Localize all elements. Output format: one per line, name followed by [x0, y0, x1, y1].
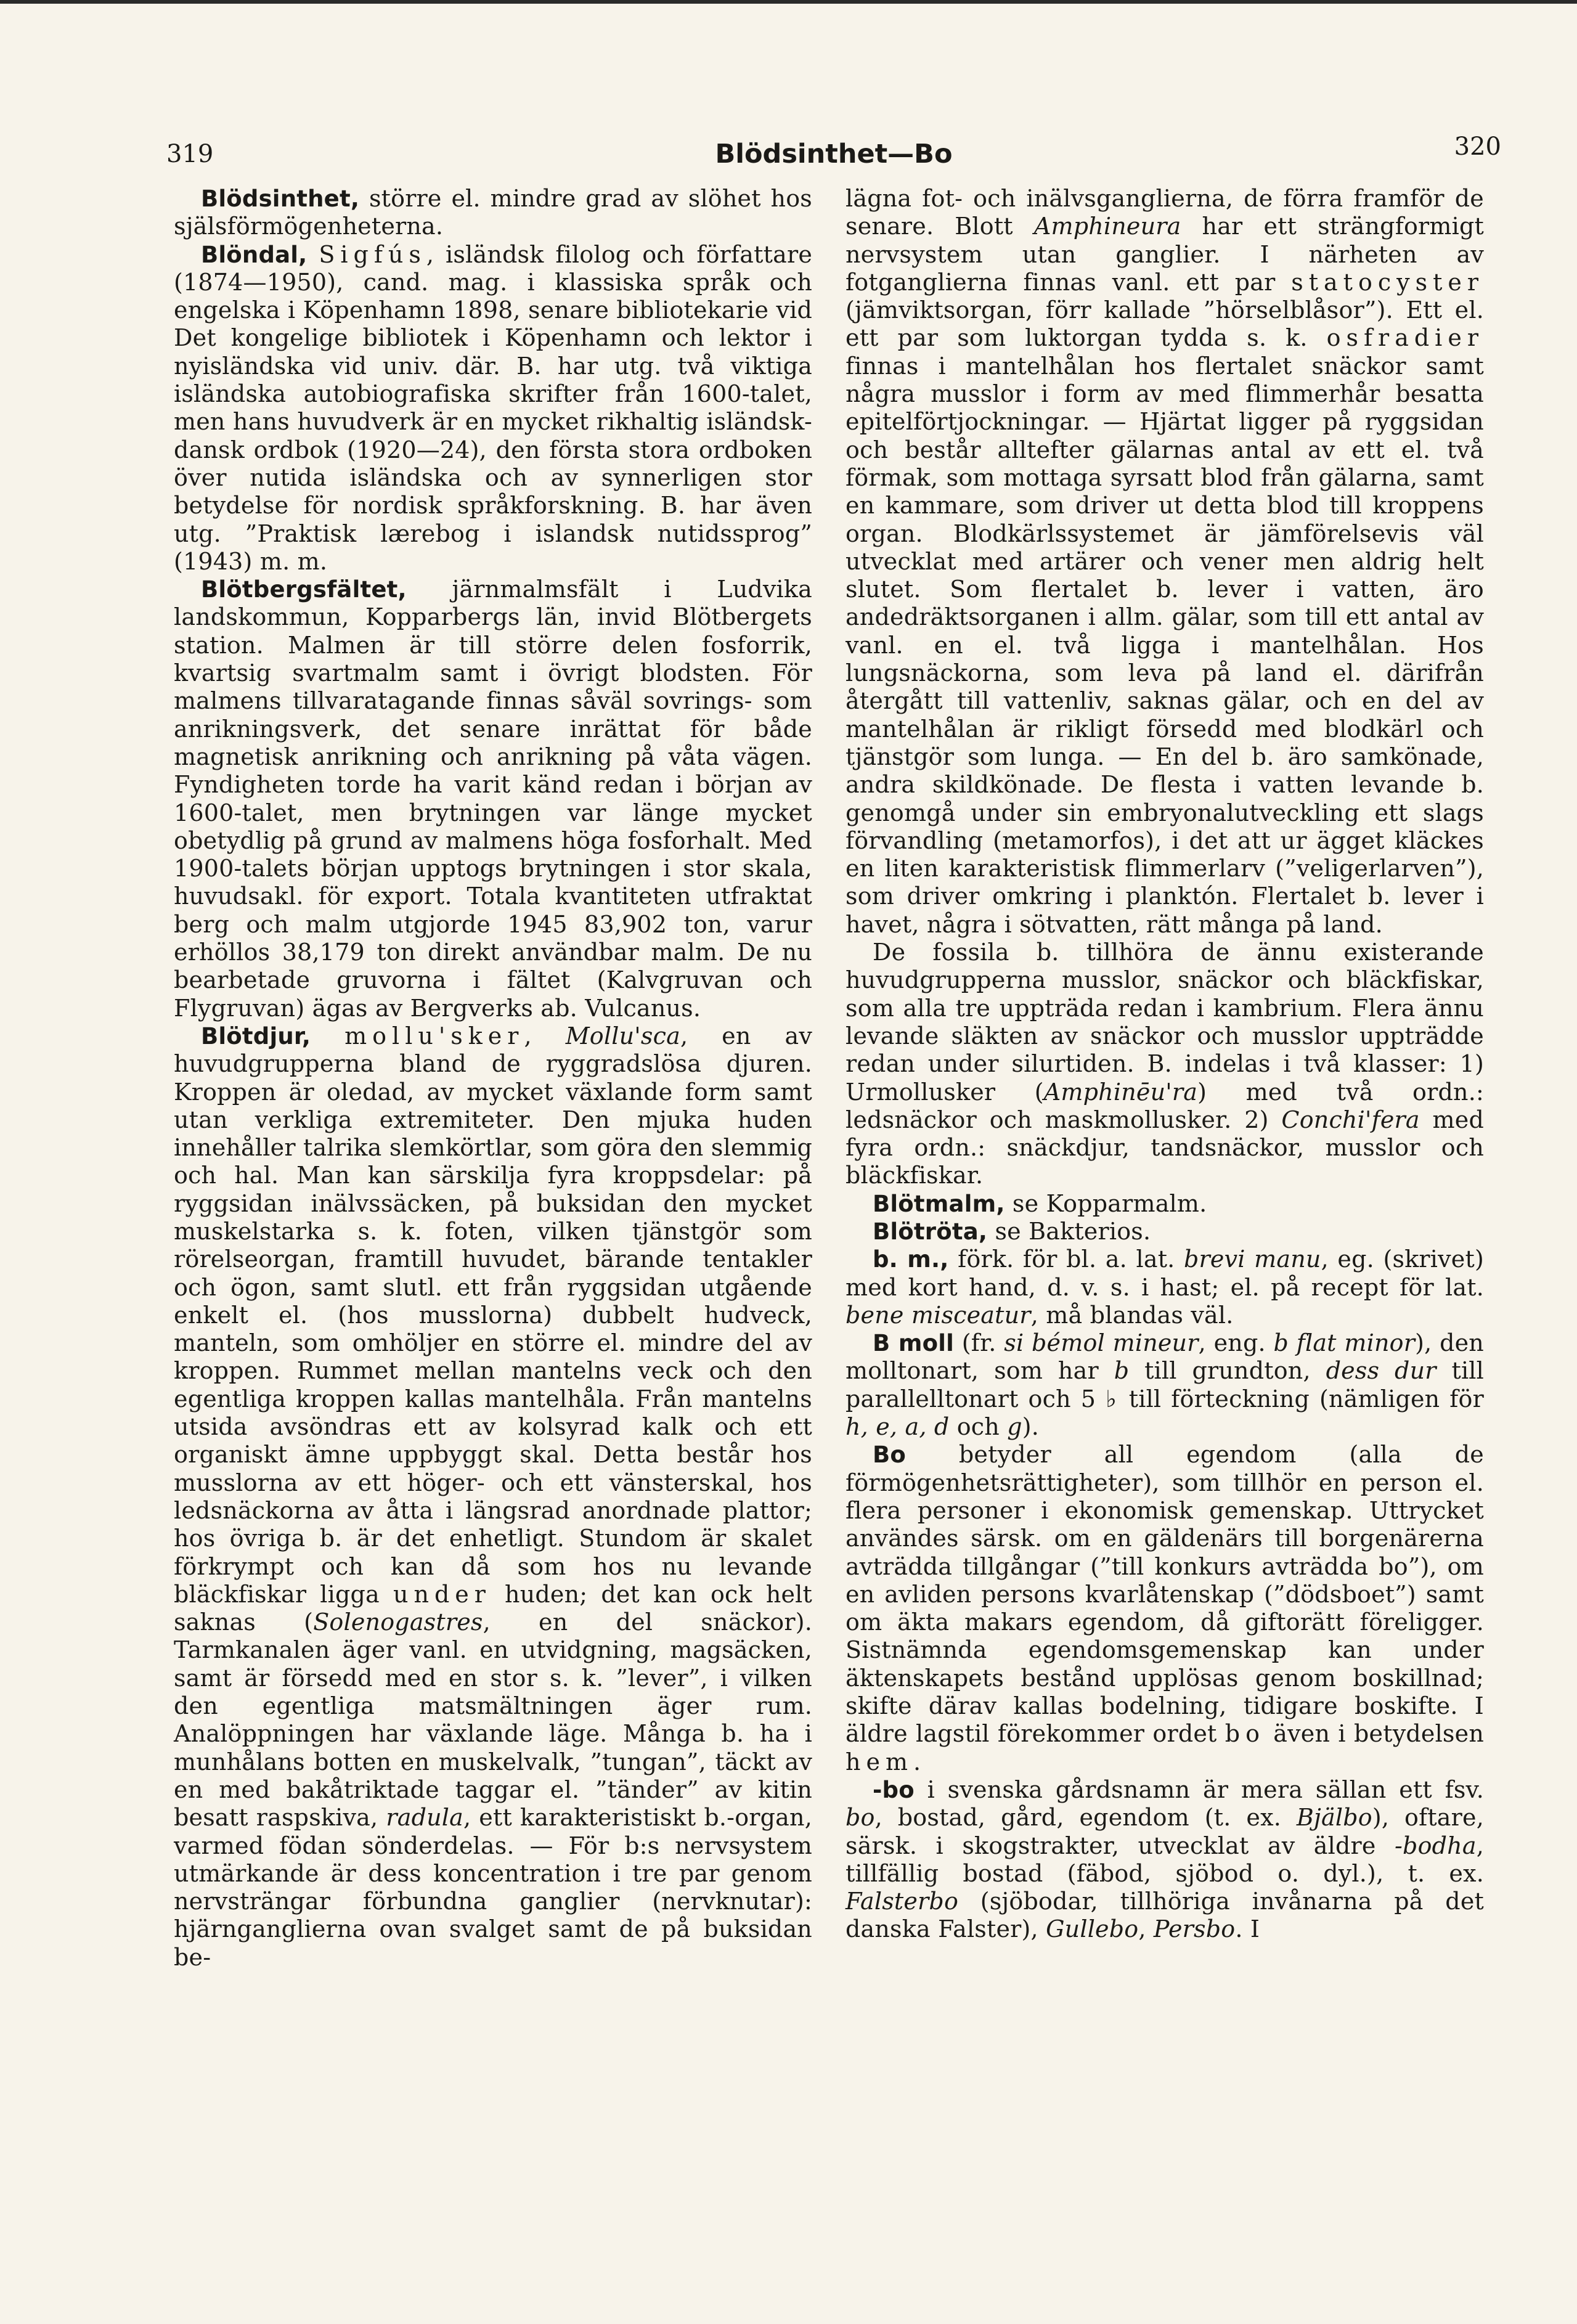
italic-term: b [1114, 1357, 1130, 1385]
body-text: förk. för bl. a. lat. [948, 1246, 1184, 1273]
body-text: , ett karakteristiskt b.-organ, varmed födan sönderdelas. — För b:s nervsystem utmärkande är dess koncentration i tre par genom nervsträngar förbundna ganglier (nervknutar): hjärnganglierna ovan svalget samt de på buksidan be- [174, 1804, 812, 1971]
page-number-right: 320 [1454, 133, 1501, 161]
body-text: till grundton, [1129, 1357, 1326, 1385]
body-text: i svenska gårdsnamn är mera sällan ett fsv. [914, 1776, 1484, 1803]
italic-term: -bodha [1395, 1832, 1477, 1859]
italic-term: Mollu'sca [565, 1022, 680, 1050]
body-text [311, 1022, 344, 1050]
body-text: betyder all egendom (alla de förmögenhetsrättigheter), som tillhör en person el. flera personer i ekonomisk gemenskap. Uttrycket användes särsk. om en gäldenärs till borgenärerna avträdda tillgångar (”till konkurs avträdda bo”), om en avliden persons kvarlåtenskap (”dödsboet”) samt om äkta makars egendom, då giftorätt föreligger. Sistnämnda egendomsgemenskap kan under äktenskapets bestånd upplösas genom boskillnad; skifte därav kallas bodelning, tidigare boskifte. I äldre lagstil förekommer ordet [846, 1441, 1484, 1748]
italic-term: h, e, a, d [846, 1413, 950, 1441]
body-text: . [913, 1748, 921, 1776]
body-text: huden; det kan ock helt saknas ( [174, 1580, 812, 1636]
headword: Blödsinthet, [201, 186, 360, 212]
italic-term: Falsterbo [846, 1888, 959, 1915]
body-text: och [949, 1413, 1008, 1441]
spaced-term: statocyster [1291, 268, 1484, 296]
body-text: , [524, 1022, 566, 1050]
dictionary-entry [846, 1218, 1484, 1246]
dictionary-entry [174, 1022, 812, 1971]
body-text: (jämviktsorgan, förr kallade ”hörselblåsor”). Ett el. ett par som luktorgan tydda s. k. [846, 296, 1484, 352]
spaced-term: osfradier [1326, 324, 1484, 352]
page-top-edge [0, 0, 1577, 4]
italic-term: Persbo [1153, 1915, 1236, 1943]
headword: Blötröta, [873, 1218, 988, 1245]
headword: Bo [873, 1441, 907, 1469]
body-text: finnas i mantelhålan hos flertalet snäckor samt några musslor i form av med flimmerhår besatta epitelförtjockningar. — Hjärtat ligger på ryggsidan och består alltefter gälarnas antal av ett el. två förmak, som mottaga syrsatt blod från gälarna, samt en kammare, som driver ut detta blod till kroppens organ. Blodkärlssystemet är jämförelsevis väl utvecklat med artärer och vener men aldrig helt slutet. Som flertalet b. lever i vatten, äro andedräktsorganen i allm. gälar, som till ett antal av vanl. en el. två ligga i mantelhålan. Hos lungsnäckorna, som leva på land el. därifrån återgått till vattenliv, saknas gälar, och en del av mantelhålan är rikligt försedd med blodkärl och tjänstgör som lunga. — En del b. äro samkönade, andra skildkönade. De flesta i vatten levande b. genomgå under sin embryonalutveckling ett slags förvandling (metamorfos), i det att ur ägget kläckes en liten karakteristisk flimmerlarv (”veligerlarven”), som driver omkring i planktón. Flertalet b. lever i havet, några i sötvatten, rätt många på land. [846, 352, 1484, 938]
italic-term: b flat minor [1273, 1329, 1416, 1357]
body-text: , tillfällig bostad (fäbod, sjöbod o. dyl.), t. ex. [846, 1832, 1484, 1887]
body-text: , eg. (skrivet) med kort hand, d. v. s. i hast; el. på recept för lat. [846, 1246, 1484, 1301]
left-column [174, 185, 812, 1971]
headword: B moll [873, 1330, 955, 1357]
body-text: med fyra ordn.: snäckdjur, tandsnäckor, musslor och bläckfiskar. [846, 1106, 1484, 1189]
dictionary-entry [846, 1441, 1484, 1776]
headword: Blötmalm, [873, 1190, 1005, 1217]
body-text: De fossila b. tillhöra de ännu existerande huvudgrupperna musslor, snäckor och bläckfiskar, som alla tre uppträda redan i kambrium. Flera ännu levande släkten av snäckor och musslor uppträdde redan under silurtiden. B. indelas i två klasser: 1) Urmollusker ( [846, 939, 1484, 1106]
italic-term: Gullebo [1046, 1915, 1139, 1943]
body-text: har ett strängformigt nervsystem utan ganglier. I närheten av fotganglierna finnas vanl. ett par [846, 213, 1484, 296]
italic-term: Bjälbo [1296, 1804, 1372, 1832]
body-text: , en del snäckor). Tarmkanalen äger vanl. en utvidgning, magsäcken, samt är försedd med en stor s. k. ”lever”, i vilken den egentliga matsmältningen äger rum. Analöppningen har växlande läge. Många b. ha i munhålans botten en muskelvalk, ”tungan”, täckt av en med bakåtriktade taggar el. ”tänder” av kitin besatt raspskiva, [174, 1608, 812, 1832]
headword: Blöndal, [201, 241, 308, 268]
italic-term: bo [846, 1804, 875, 1832]
body-text: ), den molltonart, som har [846, 1329, 1484, 1385]
dictionary-entry [174, 185, 812, 241]
body-text: . I [1235, 1915, 1260, 1943]
italic-term: brevi manu [1184, 1246, 1321, 1273]
headword: -bo [873, 1776, 915, 1803]
body-text: , [1138, 1915, 1154, 1943]
body-text: järnmalmsfält i Ludvika landskommun, Kopparbergs län, invid Blötbergets station. Malmen är till större delen fosforrik, kvartsig svartmalm samt i övrigt blodsten. För malmens tillvaratagande finnas såväl sovrings- som anrikningsverk, det senare inrättat för både magnetisk anrikning och anrikning på våta vägen. Fyndigheten torde ha varit känd redan i början av 1600-talet, men brytningen var länge mycket obetydlig på grund av malmens höga fosforhalt. Med 1900-talets början upptogs brytningen i stor skala, huvudsakl. för export. Totala kvantiteten utfraktat berg och malm utgjorde 1945 83,902 ton, varur erhöllos 38,179 ton direkt användbar malm. De nu bearbetade gruvorna i fältet (Kalvgruvan och Flygruvan) ägas av Bergverks ab. Vulcanus. [174, 576, 812, 1022]
spaced-term: under [393, 1580, 491, 1608]
italic-term: si bémol mineur [1004, 1329, 1199, 1357]
headword: Blötbergsfältet, [201, 576, 407, 603]
page-number-left: 319 [166, 140, 214, 168]
body-text: till parallelltonart och 5 ♭ till förteckning (nämligen för [846, 1357, 1485, 1413]
spaced-term: hem [846, 1748, 913, 1776]
body-text: även i betydelsen [1265, 1720, 1484, 1748]
body-text: (fr. [954, 1329, 1004, 1357]
body-text: lägna fot- och inälvsganglierna, de förra framför de senare. Blott [846, 185, 1484, 240]
body-text: ). [1022, 1413, 1040, 1441]
italic-term: Solenogastres [313, 1608, 483, 1636]
body-text: se Kopparmalm. [1004, 1189, 1207, 1217]
headword: b. m., [873, 1246, 949, 1273]
italic-term: Amphinēu'ra [1043, 1078, 1198, 1106]
dictionary-entry [174, 576, 812, 1022]
entry-paragraph [846, 185, 1484, 939]
body-text: ) med två ordn.: ledsnäckor och maskmollusker. 2) [846, 1078, 1484, 1133]
body-text: ), oftare, särsk. i skogstrakter, utvecklat av äldre [846, 1804, 1484, 1859]
body-text: , bostad, gård, egendom (t. ex. [874, 1804, 1297, 1832]
dictionary-entry [846, 1329, 1484, 1441]
italic-term: dess dur [1326, 1357, 1436, 1385]
right-column [846, 185, 1484, 1944]
body-text: större el. mindre grad av slöhet hos själsförmögenheterna. [174, 185, 812, 240]
spaced-term: mollu'sker [344, 1022, 524, 1050]
italic-term: g [1007, 1413, 1022, 1441]
spaced-term: bo [1225, 1720, 1265, 1748]
dictionary-entry [174, 241, 812, 576]
italic-term: Amphineura [1033, 213, 1181, 240]
italic-term: radula [386, 1804, 463, 1832]
dictionary-entry [846, 1190, 1484, 1218]
body-text: (sjöbodar, tillhöriga invånarna på det danska Falster), [846, 1888, 1484, 1943]
body-text: se Bakterios. [987, 1217, 1151, 1245]
body-text: , eng. [1198, 1329, 1274, 1357]
body-text [307, 241, 319, 268]
running-title: Blödsinthet—Bo [715, 139, 953, 169]
dictionary-entry [846, 1776, 1484, 1944]
body-text: , en av huvudgrupperna bland de ryggradslösa djuren. Kroppen är oledad, av mycket växlande form samt utan verkliga extremiteter. Den mjuka huden innehåller talrika slemkörtlar, som göra den slemmig och hal. Man kan särskilja fyra kroppsdelar: på ryggsidan inälvssäcken, på buksidan den mycket muskelstarka s. k. foten, vilken tjänstgör som rörelseorgan, framtill huvudet, bärande tentakler och ögon, samt slutl. ett från ryggsidan utgående enkelt el. (hos musslorna) dubbelt hudveck, manteln, som omhöljer en större el. mindre del av kroppen. Rummet mellan mantelns veck och den egentliga kroppen kallas mantelhåla. Från mantelns utsida avsöndras ett av kolsyrad kalk och ett organiskt ämne uppbyggt skal. Detta består hos musslorna av ett höger- och ett vänsterskal, hos ledsnäckorna av åtta i längsrad anordnade plattor; hos övriga b. är det enhetligt. Stundom är skalet förkrympt och kan då som hos nu levande bläckfiskar ligga [174, 1022, 813, 1608]
italic-term: Conchi'fera [1281, 1106, 1420, 1133]
headword: Blötdjur, [201, 1022, 311, 1050]
body-text: , isländsk filolog och författare (1874—1950), cand. mag. i klassiska språk och engelska i Köpenhamn 1898, senare bibliotekarie vid Det kongelige bibliotek i Köpenhamn och lektor i nyisländska vid univ. där. B. har utg. två viktiga isländska autobiografiska skrifter från 1600-talet, men hans huvudverk är en mycket rikhaltig isländsk-dansk ordbok (1920—24), den första stora ordboken över nutida isländska och av synnerligen stor betydelse för nordisk språkforskning. B. har även utg. ”Praktisk lærebog i islandsk nutidssprog” (1943) m. m. [174, 240, 813, 575]
body-text: , må blandas väl. [1030, 1301, 1234, 1329]
spaced-term: Sigfús [319, 240, 426, 268]
dictionary-entry [846, 1246, 1484, 1329]
italic-term: bene misceatur [846, 1301, 1031, 1329]
running-header [166, 133, 1501, 176]
entry-paragraph [846, 939, 1484, 1190]
